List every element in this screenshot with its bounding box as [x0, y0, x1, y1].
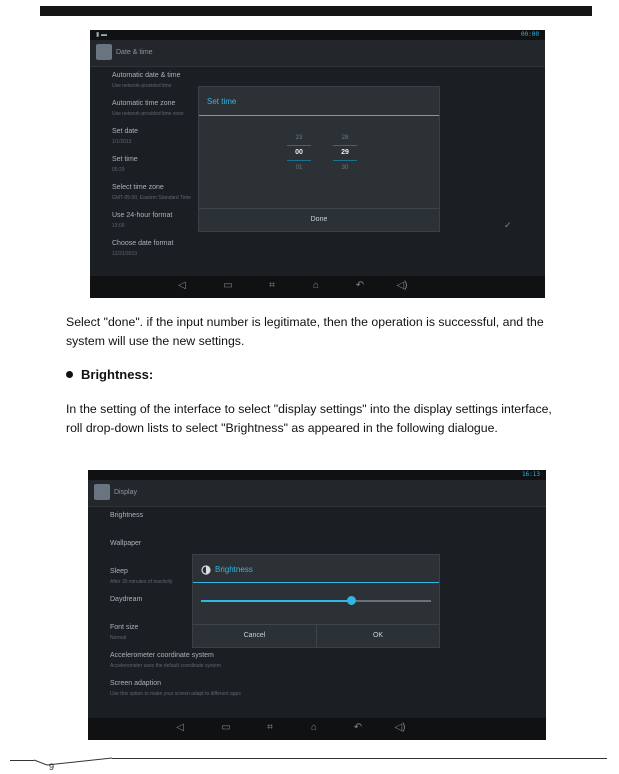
recent-apps-icon[interactable]: ▭ — [223, 280, 233, 291]
action-bar — [90, 40, 545, 67]
home-icon[interactable]: ⌂ — [312, 280, 320, 291]
volume-up-icon[interactable]: ◁) — [394, 722, 406, 733]
minute-next[interactable]: 30 — [341, 165, 349, 171]
done-button[interactable]: Done — [199, 208, 439, 231]
screenshot-icon[interactable]: ⌗ — [267, 722, 273, 733]
brightness-heading-text: Brightness: — [81, 367, 154, 382]
footer-notch — [33, 752, 113, 766]
setting-title: Select time zone — [112, 184, 164, 191]
paragraph-done-result: Select "done". if the input number is legitimate, then the operation is successful, and the system will use the new settings. — [66, 315, 544, 348]
date-time-screenshot — [90, 30, 545, 298]
setting-brightness[interactable] — [108, 508, 536, 536]
navigation-bar — [88, 718, 546, 740]
bullet-icon — [66, 371, 73, 378]
setting-title: Automatic time zone — [112, 100, 176, 107]
screenshot-icon[interactable]: ⌗ — [269, 280, 275, 291]
minute-selected[interactable]: 29 — [341, 149, 349, 156]
recent-apps-icon[interactable]: ▭ — [221, 722, 231, 733]
setting-summary: Use network-provided time — [112, 83, 172, 89]
hour-picker[interactable] — [279, 131, 319, 175]
setting-summary: 00:29 — [112, 167, 125, 173]
setting-title: Set date — [112, 128, 139, 135]
setting-title: Automatic date & time — [112, 72, 181, 79]
back-icon[interactable]: ↶ — [353, 722, 363, 733]
setting-summary: After 30 minutes of inactivity — [110, 579, 173, 585]
page-number: 9 — [49, 762, 55, 772]
setting-title: Font size — [110, 624, 139, 631]
hour-prev[interactable]: 23 — [295, 135, 303, 141]
setting-date-format[interactable] — [110, 236, 535, 264]
status-clock: 16:13 — [521, 471, 540, 478]
footer-rule-left — [10, 760, 34, 761]
settings-app-icon[interactable] — [96, 44, 112, 60]
setting-title: Wallpaper — [110, 540, 142, 547]
setting-summary: GMT-05:00, Eastern Standard Time — [112, 195, 191, 201]
back-icon[interactable]: ↶ — [355, 280, 365, 291]
brightness-dialog — [192, 554, 440, 648]
screen-title: Date & time — [116, 49, 153, 56]
display-screenshot — [88, 470, 546, 740]
setting-summary: Use this option to make your screen adapt to different apps — [110, 691, 241, 697]
slider-fill — [201, 600, 351, 602]
set-time-dialog — [198, 86, 440, 232]
slider-thumb[interactable] — [347, 596, 356, 605]
status-bar — [88, 470, 546, 480]
footer-rule — [112, 758, 607, 759]
setting-summary: Normal — [110, 635, 127, 641]
navigation-bar — [90, 276, 545, 298]
status-bar — [90, 30, 545, 40]
setting-title: Daydream — [110, 596, 143, 603]
brightness-heading — [66, 367, 153, 382]
dialog-title-divider — [199, 115, 439, 116]
brightness-slider[interactable] — [201, 595, 431, 607]
setting-screen-adaption[interactable] — [108, 676, 536, 704]
volume-down-icon[interactable]: ◁ — [178, 280, 186, 291]
action-bar — [88, 480, 546, 507]
volume-down-icon[interactable]: ◁ — [176, 722, 184, 733]
setting-summary: 13:00 — [112, 223, 125, 229]
cancel-button[interactable]: Cancel — [193, 624, 316, 647]
status-icons: ▮ ▬ — [96, 32, 107, 38]
setting-title: Accelerometer coordinate system — [110, 652, 214, 659]
setting-summary: Use network-provided time zone — [112, 111, 184, 117]
setting-summary: 1/1/2013 — [112, 139, 132, 145]
brightness-icon — [201, 565, 211, 575]
dialog-title: Set time — [207, 97, 237, 106]
setting-title: Use 24-hour format — [112, 212, 173, 219]
minute-picker[interactable] — [325, 131, 365, 175]
dialog-title-divider — [193, 582, 439, 583]
status-clock: 00:00 — [520, 31, 539, 38]
screen-title: Display — [114, 489, 137, 496]
paragraph-brightness-instructions: In the setting of the interface to select "display settings" into the display settings interface, roll drop-down lists to select "Brightness" as appeared in the following dialogue. — [66, 402, 552, 435]
checkbox-check-icon[interactable]: ✓ — [504, 220, 512, 230]
setting-title: Choose date format — [112, 240, 174, 247]
setting-summary: Accelerometer uses the default coordinate system — [110, 663, 221, 669]
setting-accelerometer[interactable] — [108, 648, 536, 676]
hour-next[interactable]: 01 — [295, 165, 303, 171]
volume-up-icon[interactable]: ◁) — [396, 280, 408, 291]
settings-app-icon[interactable] — [94, 484, 110, 500]
setting-title: Screen adaption — [110, 680, 161, 687]
setting-title: Brightness — [110, 512, 144, 519]
setting-title: Set time — [112, 156, 138, 163]
ok-button[interactable]: OK — [316, 624, 439, 647]
hour-selected[interactable]: 00 — [295, 149, 303, 156]
header-rule — [40, 6, 592, 16]
home-icon[interactable]: ⌂ — [310, 722, 318, 733]
dialog-title: Brightness — [215, 565, 253, 574]
setting-title: Sleep — [110, 568, 128, 575]
setting-summary: 12/31/2013 — [112, 251, 138, 257]
minute-prev[interactable]: 28 — [341, 135, 349, 141]
